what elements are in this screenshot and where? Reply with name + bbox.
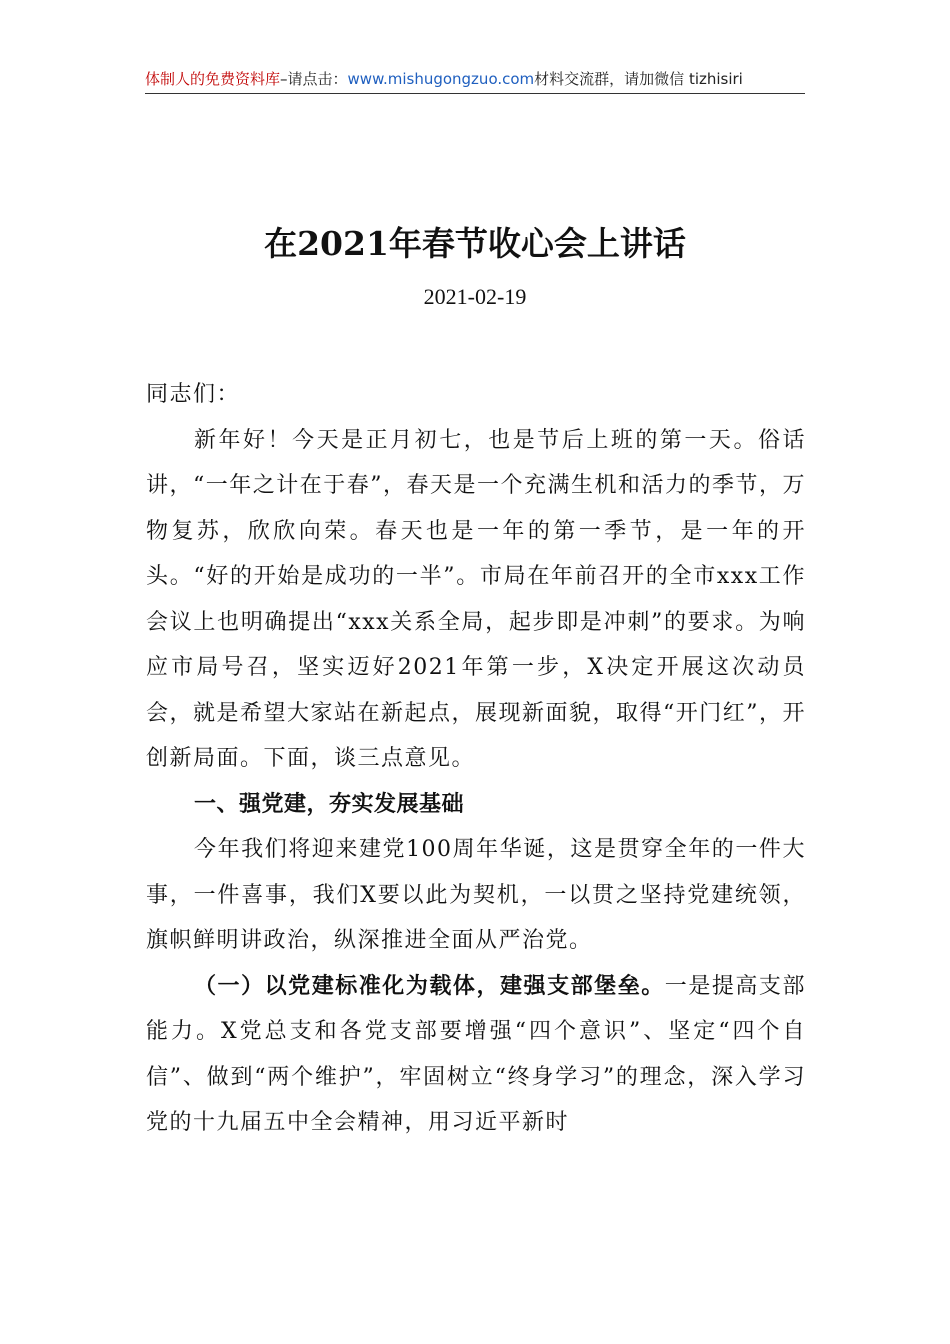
paragraph-text: 一是提高支部能力。X党总支和各党支部要增强“四个意识”、坚定“四个自信”、做到“两个维护”，牢固树立“终身学习”的理念，深入学习党的十九届五中全会精神，用习近平新时 xyxy=(146,973,806,1135)
document-title: 在2021年春节收心会上讲话 xyxy=(264,224,686,263)
header-link[interactable]: www.mishugongzuo.com xyxy=(347,70,535,88)
paragraph xyxy=(146,964,806,1146)
header-prompt: –请点击： xyxy=(280,70,348,88)
document-date: 2021-02-19 xyxy=(423,284,527,309)
subsection-heading: （一）以党建标准化为载体，建强支部堡垒。 xyxy=(194,972,665,999)
header-divider xyxy=(145,93,805,94)
header-brand: 体制人的免费资料库 xyxy=(145,70,281,88)
document-body xyxy=(146,372,806,1146)
paragraph: 今年我们将迎来建党100周年华诞，这是贯穿全年的一件大事，一件喜事，我们X要以此为契机，一以贯之坚持党建统领，旗帜鲜明讲政治，纵深推进全面从严治党。 xyxy=(146,837,806,953)
section-heading: 一、强党建，夯实发展基础 xyxy=(194,791,465,817)
header-note: 材料交流群，请加微信 tizhisiri xyxy=(534,70,743,88)
salutation: 同志们： xyxy=(146,382,241,407)
page-header xyxy=(145,68,805,90)
paragraph: 新年好！今天是正月初七，也是节后上班的第一天。俗话讲，“一年之计在于春”，春天是一个充满生机和活力的季节，万物复苏，欣欣向荣。春天也是一年的第一季节，是一年的开头。“好的开始是成功的一半”。市局在年前召开的全市xxx工作会议上也明确提出“xxx关系全局，起步即是冲刺”的要求。为响应市局号召，坚实迈好2021年第一步，X决定开展这次动员会，就是希望大家站在新起点，展现新面貌，取得“开门红”，开创新局面。下面，谈三点意见。 xyxy=(146,427,806,771)
